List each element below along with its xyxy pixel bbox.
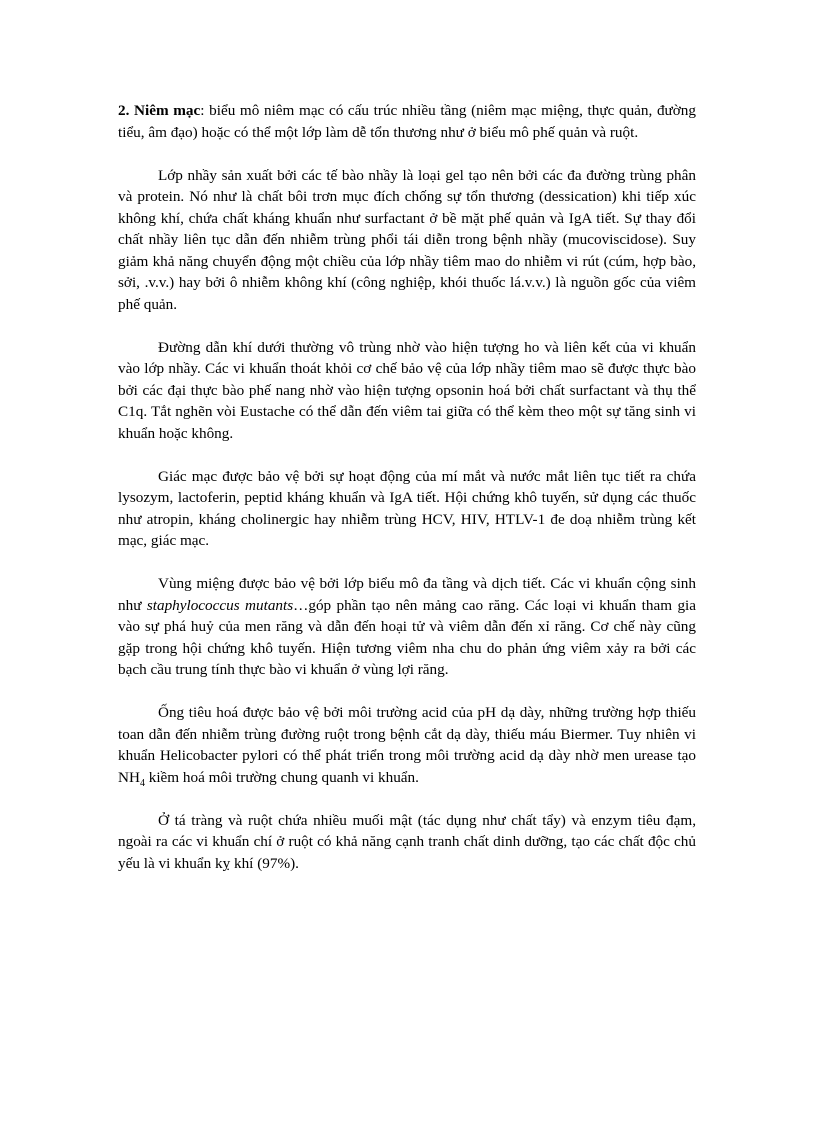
digestive-text-part-2: kiềm hoá môi trường chung quanh vi khuẩn.: [144, 768, 419, 786]
oral-species-name: staphylococcus mutants: [146, 596, 294, 614]
section-heading: 2. Niêm mạc: [118, 102, 201, 119]
paragraph-digestive-tract: [118, 702, 696, 788]
paragraph-duodenum: Ở tá tràng và ruột chứa nhiều muối mật (tác dụng như chất tẩy) và enzym tiêu đạm, ngoài ra các vi khuẩn chí ở ruột có khả năng cạnh tranh chất dinh dưỡng, tạo các chất độc chủ yếu là vi khuẩn kỵ khí (97%).: [118, 811, 696, 872]
paragraph-oral-cavity: [118, 573, 696, 681]
digestive-text-part-1: Ống tiêu hoá được bảo vệ bởi môi trường acid của pH dạ dày, những trường hợp thiếu toan dẫn đến nhiễm trùng đường ruột trong bệnh cắt dạ dày, thiếu máu Biermer. Tuy nhiên vi khuẩn Helicobacter pylori có thể phát triển trong môi trường acid dạ dày nhờ men urease tạo NH: [118, 704, 696, 786]
oral-text-part-2: …góp phần tạo nên mảng cao răng. Các loại vi khuẩn tham gia vào sự phá huỷ của men răng và dẫn đến hoại tử và viêm dẫn đến xỉ răng. Cơ chế này cũng gặp trong hội chứng khô tuyến. Hiện tương viêm nha chu do phản ứng viêm xảy ra bởi các bạch cầu trung tính thực bào vi khuẩn ở vùng lợi răng.: [118, 596, 697, 678]
oral-text-part-1: Vùng miệng được bảo vệ bởi lớp biểu mô đa tầng và dịch tiết. Các vi khuẩn cộng sinh như: [118, 575, 696, 614]
paragraph-mucus-layer: Lớp nhầy sản xuất bởi các tế bào nhầy là loại gel tạo nên bởi các đa đường trùng phân và protein. Nó như là chất bôi trơn mục đích chống sự tổn thương (dessication) khi tiếp xúc không khí, chứa chất kháng khuẩn như surfactant ở bề mặt phế quản và IgA tiết. Sự thay đổi chất nhầy liên tục dẫn đến nhiễm trùng phổi tái diễn trong bệnh nhầy (mucoviscidose). Suy giảm khả năng chuyển động một chiều của lớp nhầy tiêm mao do nhiễm vi rút (cúm, hợp bào, sởi, .v.v.) hay bởi ô nhiễm không khí (công nghiệp, khói thuốc lá.v.v.) là nguồn gốc của viêm phế quản.: [118, 166, 696, 313]
section-intro-text: : biểu mô niêm mạc có cấu trúc nhiều tầng (niêm mạc miệng, thực quản, đường tiểu, âm đạo) hoặc có thể một lớp làm dễ tổn thương như ở biểu mô phế quản và ruột.: [118, 102, 696, 141]
ammonium-subscript: 4: [139, 777, 145, 789]
paragraph-cornea: Giác mạc được bảo vệ bởi sự hoạt động của mí mắt và nước mắt liên tục tiết ra chứa lysozym, lactoferin, peptid kháng khuẩn và IgA tiết. Hội chứng khô tuyến, sử dụng các thuốc như atropin, kháng cholinergic hay nhiễm trùng HCV, HIV, HTLV-1 đe doạ nhiễm trùng kết mạc, giác mạc.: [118, 467, 696, 549]
section-intro-paragraph: [118, 100, 696, 143]
paragraph-lower-airway: Đường dẫn khí dưới thường vô trùng nhờ vào hiện tượng ho và liên kết của vi khuẩn vào lớp nhầy. Các vi khuẩn thoát khỏi cơ chế bảo vệ của lớp nhầy tiêm mao sẽ được thực bào bởi các đại thực bào phế nang nhờ vào hiện tượng opsonin hoá bởi chất surfactant và thụ thể C1q. Tắt nghẽn vòi Eustache có thể dẫn đến viêm tai giữa có thể kèm theo một sự tăng sinh vi khuẩn hoặc không.: [118, 338, 696, 442]
document-page: [118, 100, 696, 896]
